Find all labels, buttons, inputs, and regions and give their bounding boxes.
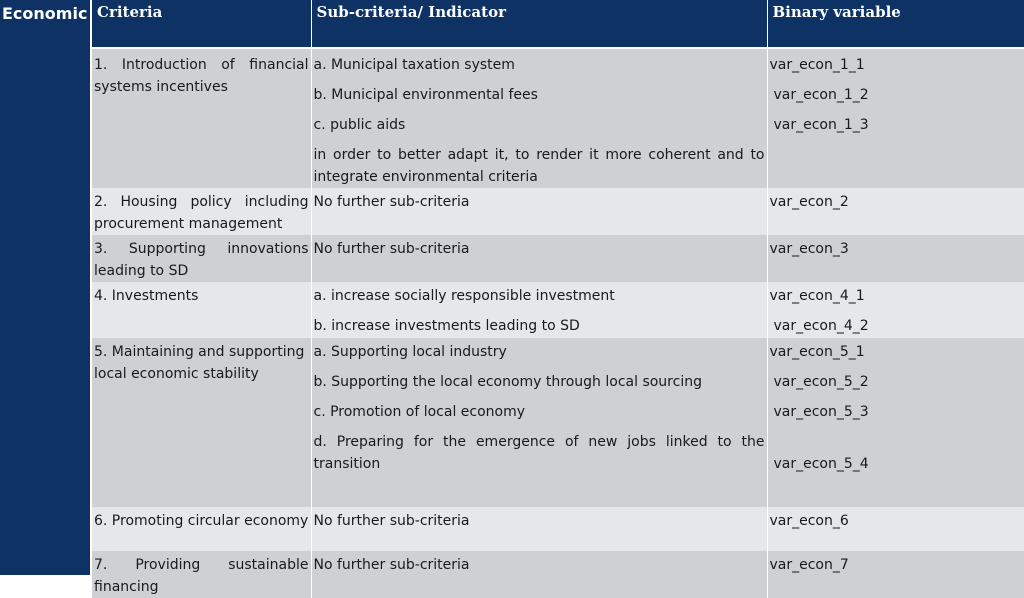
sub-criterion: a. increase socially responsible investment [313, 288, 615, 304]
table-row [92, 235, 1024, 282]
sub-criteria-cell: No further sub-criteria [311, 507, 767, 551]
header-criteria: Criteria [92, 0, 311, 48]
binary-variable: var_econ_1_3 [773, 117, 869, 133]
criteria-table [92, 0, 1024, 598]
table-row [92, 188, 1024, 235]
section-label: Economic [2, 4, 88, 23]
binary-variable: var_econ_5_3 [773, 404, 869, 420]
binary-variable-cell: var_econ_3 [767, 235, 1024, 282]
criteria-cell: 3. Supporting innovations leading to SD [92, 235, 311, 282]
criteria-cell: 1. Introduction of financial systems incentives [92, 48, 311, 188]
sub-criterion: b. Supporting the local economy through local sourcing [313, 374, 702, 390]
binary-variable: var_econ_5_1 [769, 344, 865, 360]
criteria-cell: 6. Promoting circular economy [92, 507, 311, 551]
binary-variable-cell [767, 282, 1024, 338]
sub-criterion-note: in order to better adapt it, to render it more coherent and to integrate environmental criteria [313, 147, 765, 185]
criteria-cell: 4. Investments [92, 282, 311, 338]
sub-criterion: c. Promotion of local economy [313, 404, 526, 420]
table-header-row [92, 0, 1024, 48]
sub-criteria-cell: No further sub-criteria [311, 188, 767, 235]
binary-variable: var_econ_5_4 [773, 456, 869, 472]
sub-criterion: a. Municipal taxation system [313, 57, 515, 73]
side-band [0, 0, 91, 575]
header-sub-criteria: Sub-criteria/ Indicator [311, 0, 767, 48]
binary-variable-cell: var_econ_6 [767, 507, 1024, 551]
sub-criterion: a. Supporting local industry [313, 344, 507, 360]
binary-variable: var_econ_1_2 [773, 87, 869, 103]
binary-variable: var_econ_4_1 [769, 288, 865, 304]
criteria-cell: 5. Maintaining and supporting local economic stability [92, 338, 311, 507]
criteria-cell: 2. Housing policy including procurement management [92, 188, 311, 235]
binary-variable-cell [767, 338, 1024, 507]
sub-criterion: c. public aids [313, 117, 406, 133]
table-row [92, 282, 1024, 338]
table-row [92, 338, 1024, 507]
sub-criteria-cell: No further sub-criteria [311, 235, 767, 282]
sub-criteria-cell [311, 282, 767, 338]
sub-criteria-cell [311, 48, 767, 188]
table-row [92, 507, 1024, 551]
sub-criteria-cell [311, 338, 767, 507]
binary-variable-cell: var_econ_7 [767, 551, 1024, 598]
binary-variable: var_econ_5_2 [773, 374, 869, 390]
binary-variable: var_econ_4_2 [773, 318, 869, 334]
sub-criterion: b. increase investments leading to SD [313, 318, 580, 334]
sub-criterion: b. Municipal environmental fees [313, 87, 538, 103]
binary-variable-cell [767, 48, 1024, 188]
criteria-cell: 7. Providing sustainable financing [92, 551, 311, 598]
sub-criterion: d. Preparing for the emergence of new jobs linked to the transition [313, 434, 765, 472]
table-row [92, 48, 1024, 188]
header-binary-variable: Binary variable [767, 0, 1024, 48]
sub-criteria-cell: No further sub-criteria [311, 551, 767, 598]
binary-variable: var_econ_1_1 [769, 57, 865, 73]
binary-variable-cell: var_econ_2 [767, 188, 1024, 235]
